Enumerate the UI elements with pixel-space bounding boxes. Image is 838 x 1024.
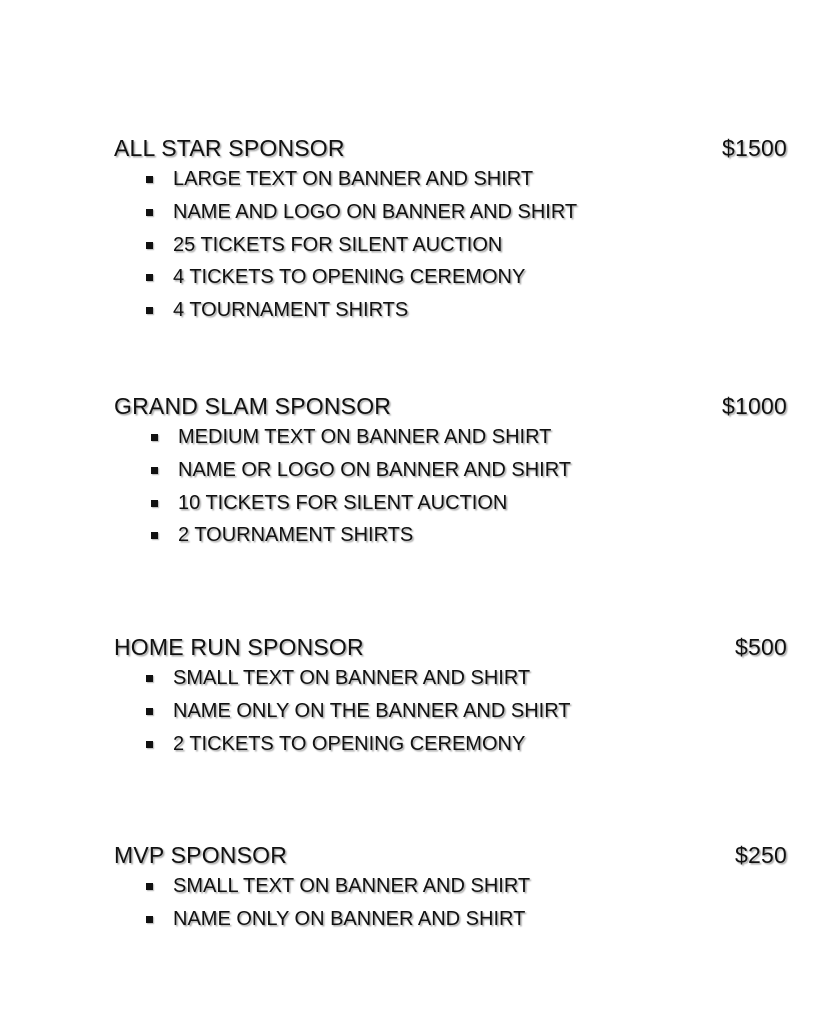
benefit-item [0,261,838,294]
tier-header [0,133,838,163]
tier-all-star [0,133,838,327]
benefit-text: NAME OR LOGO ON BANNER AND SHIRT [178,458,572,481]
benefit-text: SMALL TEXT ON BANNER AND SHIRT [173,875,531,897]
benefit-list [0,163,838,327]
tier-mvp [0,840,838,936]
benefit-text: NAME AND LOGO ON BANNER AND SHIRT [173,200,578,223]
square-bullet-icon [146,176,153,183]
tier-grand-slam [0,391,838,552]
tier-price: $250 [735,842,787,868]
benefit-text: LARGE TEXT ON BANNER AND SHIRT [173,168,534,190]
square-bullet-icon [151,467,158,474]
tier-header [0,840,838,870]
benefit-text: 2 TICKETS TO OPENING CEREMONY [173,732,526,755]
benefit-item [0,163,838,196]
tier-home-run [0,632,838,760]
tier-header [0,632,838,662]
tier-name: MVP SPONSOR [114,842,288,868]
benefit-item [0,229,838,262]
square-bullet-icon [146,209,153,216]
square-bullet-icon [151,532,158,539]
benefit-list [0,421,838,552]
square-bullet-icon [146,675,153,682]
benefit-item [0,294,838,327]
benefit-text: NAME ONLY ON THE BANNER AND SHIRT [173,699,571,722]
square-bullet-icon [146,274,153,281]
benefit-item [0,870,838,903]
benefit-text: 2 TOURNAMENT SHIRTS [178,524,414,547]
benefit-item [0,454,838,487]
tier-header [0,391,838,421]
benefit-text: 25 TICKETS FOR SILENT AUCTION [173,233,503,256]
benefit-text: SMALL TEXT ON BANNER AND SHIRT [173,667,531,689]
square-bullet-icon [151,434,158,441]
benefit-text: MEDIUM TEXT ON BANNER AND SHIRT [178,426,552,448]
benefit-item [0,903,838,936]
square-bullet-icon [146,307,153,314]
square-bullet-icon [151,500,158,507]
tier-name: ALL STAR SPONSOR [114,135,345,161]
benefit-item [0,487,838,520]
tier-name: GRAND SLAM SPONSOR [114,393,392,419]
benefit-text: 10 TICKETS FOR SILENT AUCTION [178,491,508,514]
square-bullet-icon [146,916,153,923]
benefit-item [0,421,838,454]
tier-name: HOME RUN SPONSOR [114,634,364,660]
benefit-text: NAME ONLY ON BANNER AND SHIRT [173,907,526,930]
tier-price: $1000 [722,393,787,419]
square-bullet-icon [146,883,153,890]
benefit-list [0,870,838,936]
benefit-text: 4 TICKETS TO OPENING CEREMONY [173,266,526,289]
benefit-item [0,519,838,552]
tier-price: $1500 [722,135,787,161]
square-bullet-icon [146,741,153,748]
benefit-item [0,728,838,761]
benefit-text: 4 TOURNAMENT SHIRTS [173,299,409,322]
square-bullet-icon [146,708,153,715]
benefit-item [0,695,838,728]
tier-price: $500 [735,634,787,660]
square-bullet-icon [146,242,153,249]
benefit-item [0,662,838,695]
benefit-item [0,196,838,229]
benefit-list [0,662,838,760]
